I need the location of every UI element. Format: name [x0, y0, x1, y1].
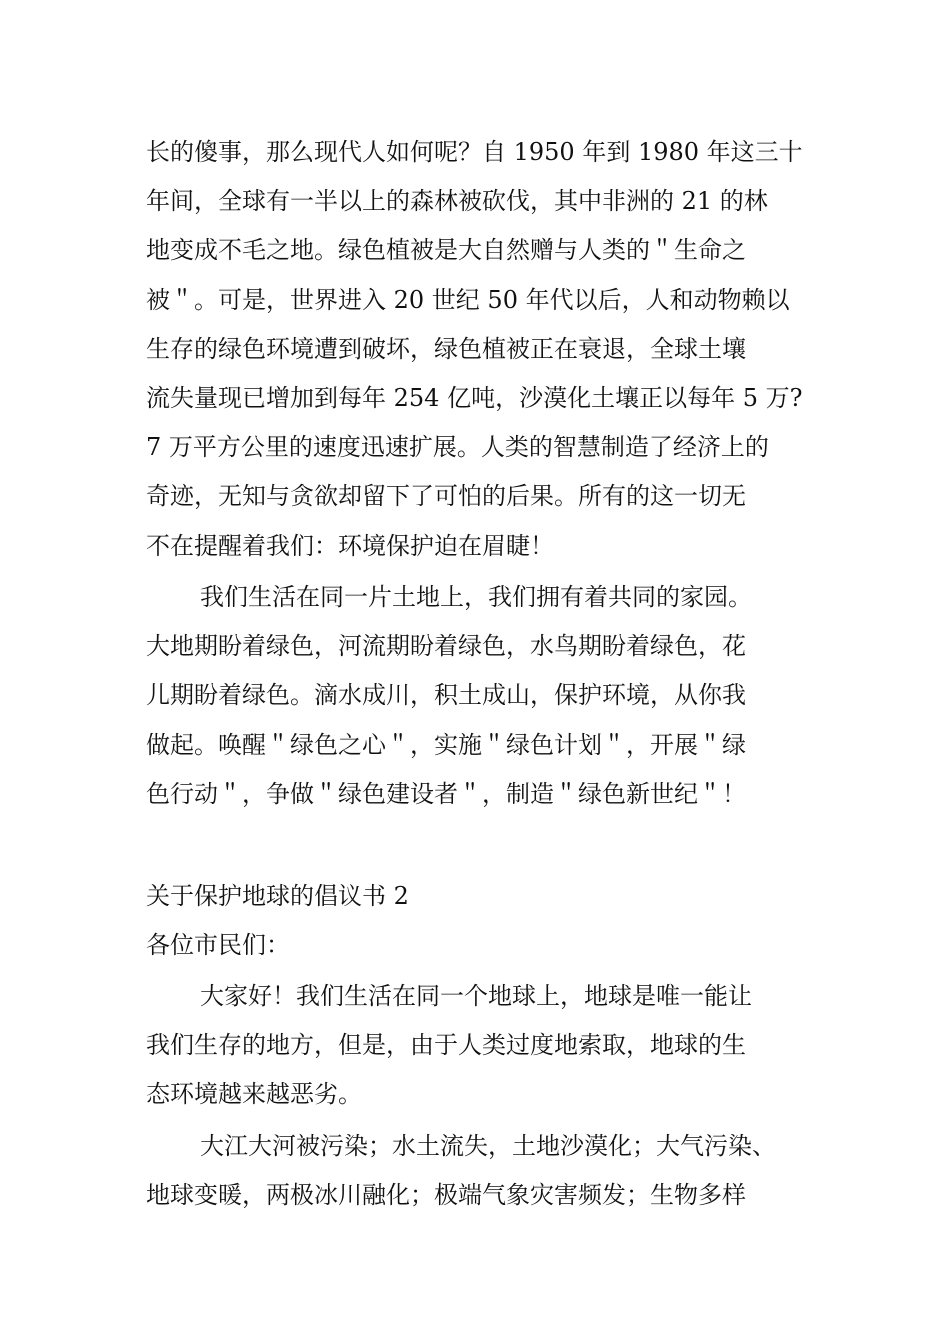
text-line: 地球变暖，两极冰川融化；极端气象灾害频发；生物多样: [146, 1181, 746, 1209]
text-line: 不在提醒着我们：环境保护迫在眉睫！: [146, 532, 554, 560]
text-line: 奇迹，无知与贪欲却留下了可怕的后果。所有的这一切无: [146, 482, 746, 510]
text-line: 态环境越来越恶劣。: [146, 1080, 362, 1108]
text-line: 7 万平方公里的速度迅速扩展。人类的智慧制造了经济上的: [146, 433, 769, 461]
text-line: 我们生活在同一片土地上，我们拥有着共同的家园。: [200, 583, 752, 611]
text-line: 我们生存的地方，但是，由于人类过度地索取，地球的生: [146, 1031, 746, 1059]
text-line: 儿期盼着绿色。滴水成川，积土成山，保护环境，从你我: [146, 681, 746, 709]
text-line: 被＂。可是，世界进入 20 世纪 50 年代以后，人和动物赖以: [146, 286, 790, 314]
salutation: 各位市民们：: [146, 931, 290, 959]
text-line: 地变成不毛之地。绿色植被是大自然赠与人类的＂生命之: [146, 236, 746, 264]
text-line: 年间，全球有一半以上的森林被砍伐，其中非洲的 21 的林: [146, 187, 768, 215]
text-line: 大家好！我们生活在同一个地球上，地球是唯一能让: [200, 982, 752, 1010]
text-line: 做起。唤醒＂绿色之心＂，实施＂绿色计划＂，开展＂绿: [146, 731, 746, 759]
text-line: 流失量现已增加到每年 254 亿吨，沙漠化土壤正以每年 5 万?: [146, 384, 803, 412]
section-title: 关于保护地球的倡议书 2: [146, 882, 409, 910]
text-line: 长的傻事，那么现代人如何呢？自 1950 年到 1980 年这三十: [146, 138, 803, 166]
text-line: 大江大河被污染；水土流失，土地沙漠化；大气污染、: [200, 1132, 776, 1160]
text-line: 大地期盼着绿色，河流期盼着绿色，水鸟期盼着绿色，花: [146, 632, 746, 660]
text-line: 色行动＂，争做＂绿色建设者＂，制造＂绿色新世纪＂！: [146, 780, 746, 808]
text-line: 生存的绿色环境遭到破坏，绿色植被正在衰退，全球土壤: [146, 335, 746, 363]
